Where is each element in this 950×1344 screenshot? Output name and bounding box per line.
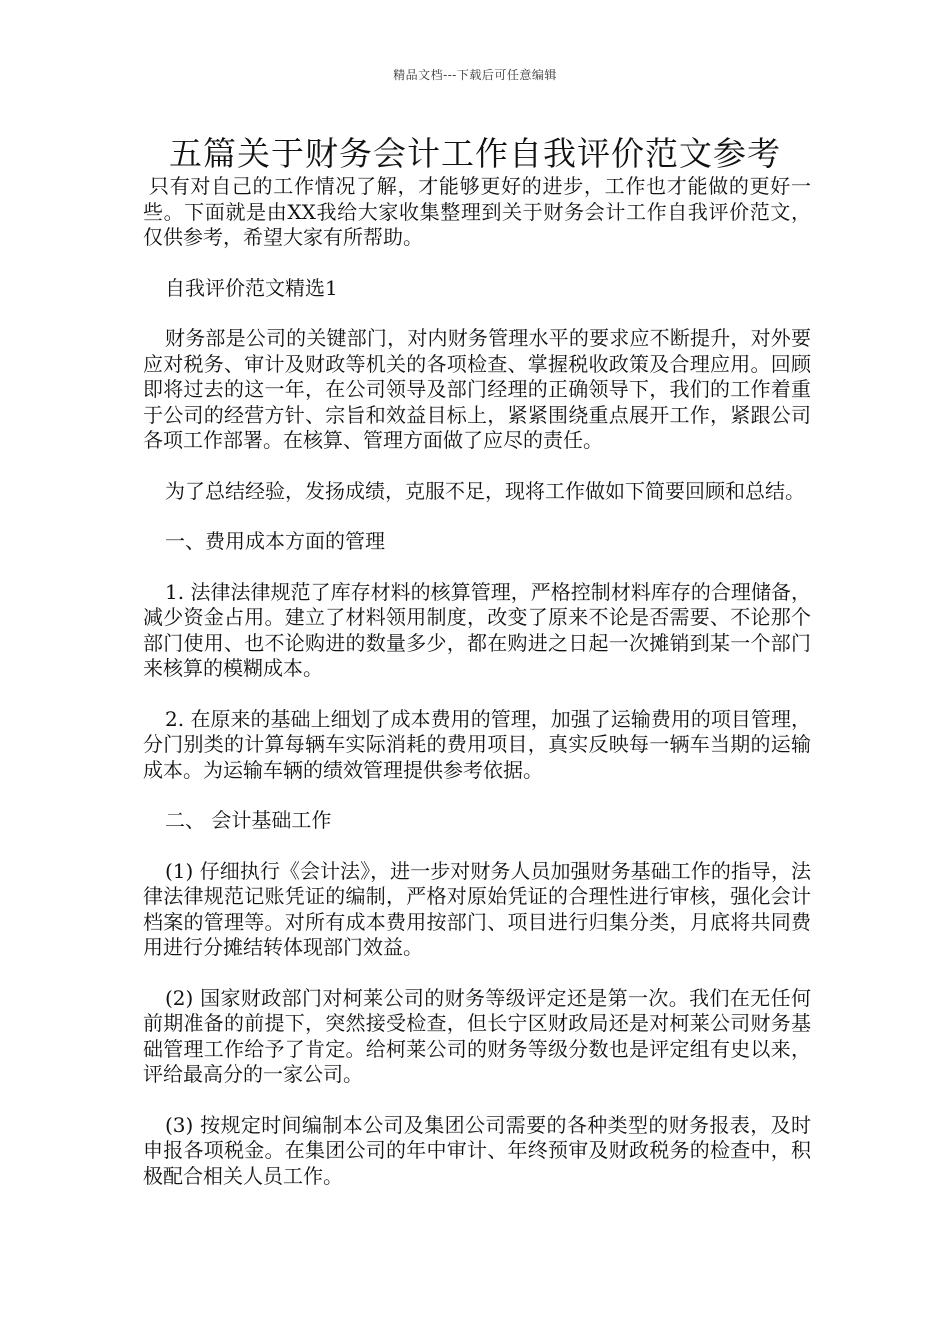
- paragraph-intro: 只有对自己的工作情况了解，才能够更好的进步，工作也才能做的更好一些。下面就是由XX我给大家收集整理到关于财务会计工作自我评价范文，仅供参考，希望大家有所帮助。: [143, 174, 811, 249]
- paragraph-heading: 一、费用成本方面的管理: [165, 529, 385, 553]
- document-body: [143, 174, 811, 1189]
- paragraph-body: (1) 仔细执行《会计法》，进一步对财务人员加强财务基础工作的指导，法律法律规范记账凭证的编制，严格对原始凭证的合理性进行审核，强化会计档案的管理等。对所有成本费用按部门、项目进行归集分类，月底将共同费用进行分摊结转体现部门效益。: [143, 858, 811, 959]
- paragraph-heading: 二、 会计基础工作: [165, 808, 332, 832]
- paragraph-body: (3) 按规定时间编制本公司及集团公司需要的各种类型的财务报表，及时申报各项税金。在集团公司的年中审计、年终预审及财政税务的检查中，积极配合相关人员工作。: [143, 1112, 811, 1188]
- paragraph-body: 为了总结经验，发扬成绩，克服不足，现将工作做如下简要回顾和总结。: [165, 478, 805, 503]
- paragraph-section-title: 自我评价范文精选1: [165, 275, 338, 300]
- paragraph-body: (2) 国家财政部门对柯莱公司的财务等级评定还是第一次。我们在无任何前期准备的前提下，突然接受检查，但长宁区财政局还是对柯莱公司财务基础管理工作给予了肯定。给柯莱公司的财务等级分数也是评定组有史以来，评给最高分的一家公司。: [143, 985, 811, 1086]
- paragraph-body: 1. 法律法律规范了库存材料的核算管理，严格控制材料库存的合理储备，减少资金占用。建立了材料领用制度，改变了原来不论是否需要、不论那个部门使用、也不论购进的数量多少，都在购进之日起一次摊销到某一个部门来核算的模糊成本。: [143, 579, 811, 680]
- paragraph-body: 2. 在原来的基础上细划了成本费用的管理，加强了运输费用的项目管理，分门别类的计算每辆车实际消耗的费用项目，真实反映每一辆车当期的运输成本。为运输车辆的绩效管理提供参考依据。: [143, 706, 811, 782]
- document-title: 五篇关于财务会计工作自我评价范文参考: [169, 134, 781, 173]
- paragraph-body: 财务部是公司的关键部门，对内财务管理水平的要求应不断提升，对外要应对税务、审计及财政等机关的各项检查、掌握税收政策及合理应用。回顾即将过去的这一年，在公司领导及部门经理的正确领导下，我们的工作着重于公司的经营方针、宗旨和效益目标上，紧紧围绕重点展开工作，紧跟公司各项工作部署。在核算、管理方面做了应尽的责任。: [143, 326, 811, 452]
- header-note: 精品文档---下载后可任意编辑: [393, 68, 557, 82]
